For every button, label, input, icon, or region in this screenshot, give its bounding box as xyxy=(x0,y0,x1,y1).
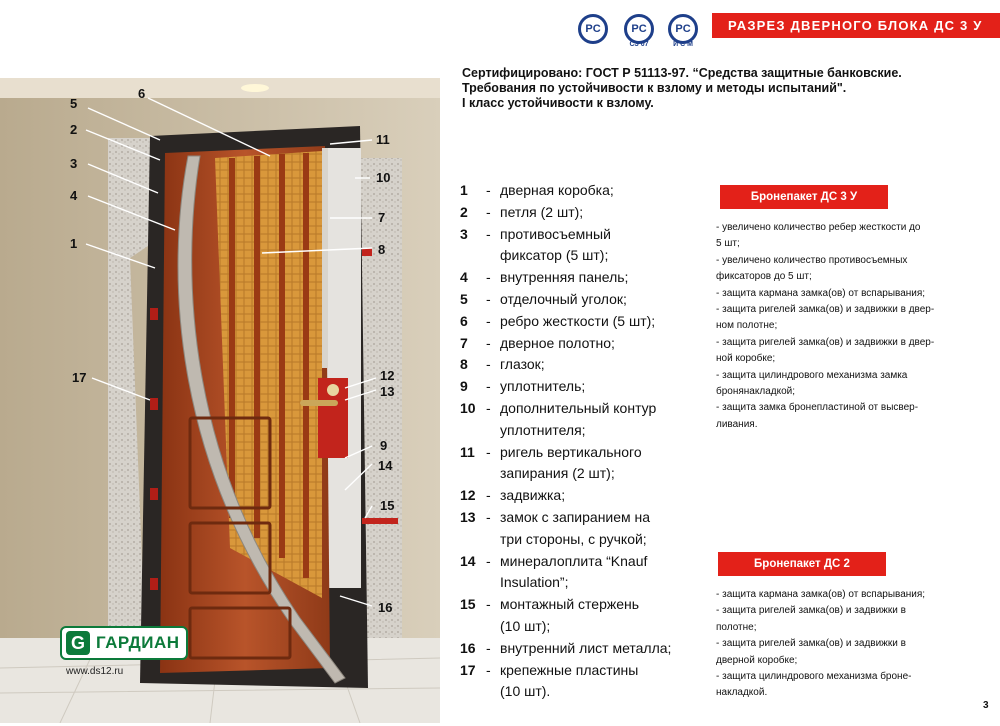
package-item-line: накладкой. xyxy=(716,687,768,699)
legend-item-number: 9 xyxy=(460,378,468,395)
door-cutaway-illustration xyxy=(0,78,440,723)
page-title: РАЗРЕЗ ДВЕРНОГО БЛОКА ДС 3 У xyxy=(712,13,1000,38)
legend-item-number: 13 xyxy=(460,508,476,525)
legend-item-dash: - xyxy=(486,487,491,504)
legend-item-text: отделочный уголок; xyxy=(500,290,627,307)
package-item-line: фиксаторов до 5 шт; xyxy=(716,271,812,283)
legend-item xyxy=(460,638,700,660)
package-item-line: полотне; xyxy=(716,621,757,633)
ceiling-light xyxy=(241,84,269,92)
legend-item-number xyxy=(460,245,486,267)
legend-item-number: 5 xyxy=(460,290,468,307)
legend-item-text: противосъемный xyxy=(500,225,611,242)
legend-item-dash xyxy=(486,420,500,442)
callout-6: 6 xyxy=(138,86,146,101)
ceiling xyxy=(0,78,440,98)
package-2-title: Бронепакет ДС 2 xyxy=(718,552,886,576)
legend-item xyxy=(460,289,700,311)
page-number: 3 xyxy=(983,700,989,711)
lock-cylinder xyxy=(327,384,339,396)
certification-line: I класс устойчивости к взлому. xyxy=(462,96,654,110)
callout-14: 14 xyxy=(378,458,393,473)
legend-item xyxy=(460,485,700,507)
package-1-list xyxy=(716,220,978,433)
legend-item-dash: - xyxy=(486,356,491,373)
legend-item xyxy=(460,572,700,594)
legend-item xyxy=(460,376,700,398)
legend-item-dash xyxy=(486,245,500,267)
legend-item xyxy=(460,507,700,529)
legend-item-number: 7 xyxy=(460,334,468,351)
legend-item-text: минералоплита “Knauf xyxy=(500,552,648,569)
legend-item-number: 4 xyxy=(460,269,468,286)
legend-item-text: внутренний лист металла; xyxy=(500,639,672,656)
cert-mark-glyph: PC xyxy=(675,23,691,35)
legend-item-text: монтажный стержень xyxy=(500,596,640,613)
package-item-line: бронянакладкой; xyxy=(716,386,796,398)
legend-item-text: фиксатор (5 шт); xyxy=(500,247,609,264)
legend-item-dash: - xyxy=(486,290,491,307)
package-item-line: - защита цилиндрового механизма броне- xyxy=(716,671,912,683)
callout-13: 13 xyxy=(380,384,395,399)
legend-item xyxy=(460,267,700,289)
legend-item-number: 11 xyxy=(460,443,475,460)
legend-item-number xyxy=(460,420,486,442)
logo-text: ГАРДИАН xyxy=(96,633,180,652)
legend-item-number: 2 xyxy=(460,203,468,220)
package-item-line: - увеличено количество ребер жесткости до xyxy=(716,222,921,233)
package-item-line: ливания. xyxy=(716,418,758,430)
legend-item-number xyxy=(460,616,486,638)
package-item-line: 5 шт; xyxy=(716,238,740,250)
legend-item-number: 1 xyxy=(460,182,468,198)
legend-item xyxy=(460,354,700,376)
legend-item xyxy=(460,616,700,638)
legend-item-dash: - xyxy=(486,596,491,613)
callout-9: 9 xyxy=(380,438,388,453)
legend-item xyxy=(460,551,700,573)
legend-item xyxy=(460,660,700,682)
package-1-title: Бронепакет ДС 3 У xyxy=(720,185,888,209)
legend-item-dash: - xyxy=(486,334,491,351)
legend-item xyxy=(460,398,700,420)
legend-item-number xyxy=(460,572,486,594)
legend-item-dash: - xyxy=(486,378,491,395)
legend-item-dash xyxy=(486,463,500,485)
package-item-line: - защита замка бронепластиной от высвер- xyxy=(716,402,919,414)
legend-item-text: петля (2 шт); xyxy=(500,203,584,220)
legend-item xyxy=(460,202,700,224)
legend-item-number xyxy=(460,681,486,703)
legend-item-text: замок с запиранием на xyxy=(500,508,651,525)
package-item-line: - защита кармана замка(ов) от вспарывания; xyxy=(716,287,926,299)
legend-item-number: 10 xyxy=(460,399,476,416)
legend-item-text: (10 шт); xyxy=(500,617,551,634)
callout-2: 2 xyxy=(70,122,78,137)
certification-mark-1 xyxy=(578,14,608,44)
legend-item-text: глазок; xyxy=(500,356,545,373)
parts-legend xyxy=(460,180,700,703)
legend-item-dash: - xyxy=(486,661,491,678)
callout-11: 11 xyxy=(376,132,390,147)
cert-mark-caption-2: СЗ 07 xyxy=(629,41,649,48)
legend-item-dash: - xyxy=(486,639,491,656)
package-item-line: дверной коробке; xyxy=(716,654,798,666)
legend-item-number: 6 xyxy=(460,312,468,329)
callout-1: 1 xyxy=(70,236,78,251)
cert-mark-glyph: PC xyxy=(631,23,647,35)
callout-5: 5 xyxy=(70,96,78,111)
legend-item xyxy=(460,245,700,267)
legend-item xyxy=(460,529,700,551)
package-item-line: - защита цилиндрового механизма замка xyxy=(716,369,908,381)
legend-item-number: 16 xyxy=(460,639,476,656)
legend-item-dash: - xyxy=(486,508,491,525)
legend-item-number: 15 xyxy=(460,596,476,613)
legend-item-dash: - xyxy=(486,269,491,286)
legend-item-number: 14 xyxy=(460,552,476,569)
package-item-line: - защита ригелей замка(ов) и задвижки в двер- xyxy=(716,336,935,348)
certification-line: Требования по устойчивости к взлому и методы испытаний". xyxy=(462,81,847,95)
legend-item-number: 17 xyxy=(460,661,476,678)
certification-text xyxy=(462,66,982,111)
legend-item-text: (10 шт). xyxy=(500,683,551,700)
callout-3: 3 xyxy=(70,156,78,171)
legend-item-text: дверное полотно; xyxy=(500,334,615,351)
certification-mark-3 xyxy=(668,14,698,44)
callout-8: 8 xyxy=(378,242,386,257)
legend-item-text: три стороны, с ручкой; xyxy=(500,530,647,547)
legend-item-text: задвижка; xyxy=(500,487,566,504)
door-handle xyxy=(300,400,338,406)
legend-item-text: ребро жесткости (5 шт); xyxy=(500,312,656,329)
legend-item-dash: - xyxy=(486,399,491,416)
package-2-list xyxy=(716,587,978,702)
package-item-line: - увеличено количество противосъемных xyxy=(716,254,908,266)
legend-item-number xyxy=(460,463,486,485)
legend-item xyxy=(460,180,700,202)
legend-item-dash: - xyxy=(486,312,491,329)
legend-item-dash xyxy=(486,529,500,551)
legend-item xyxy=(460,311,700,333)
legend-item-text: ригель вертикального xyxy=(500,443,642,460)
legend-item-number xyxy=(460,529,486,551)
callout-10: 10 xyxy=(376,170,391,185)
package-item-line: - защита ригелей замка(ов) и задвижки в xyxy=(716,638,906,650)
legend-item-dash: - xyxy=(486,203,491,220)
logo-mark-icon: G xyxy=(66,631,90,655)
legend-item-text: уплотнителя; xyxy=(500,421,586,438)
package-item-line: - защита кармана замка(ов) от вспарывания; xyxy=(716,589,926,600)
legend-item-dash: - xyxy=(486,443,491,460)
brand-logo xyxy=(60,626,188,660)
legend-item-dash xyxy=(486,572,500,594)
legend-item-dash xyxy=(486,681,500,703)
legend-item-dash: - xyxy=(486,225,491,242)
legend-item-text: внутренняя панель; xyxy=(500,269,629,286)
legend-item-dash: - xyxy=(486,182,491,198)
legend-item xyxy=(460,681,700,703)
legend-item xyxy=(460,420,700,442)
package-item-line: ной коробке; xyxy=(716,353,776,365)
package-item-line: - защита ригелей замка(ов) и задвижки в двер- xyxy=(716,304,935,316)
legend-item xyxy=(460,333,700,355)
legend-item-text: Insulation”; xyxy=(500,574,569,591)
legend-item-text: уплотнитель; xyxy=(500,378,586,395)
certification-line: Сертифицировано: ГОСТ Р 51113-97. “Средства защитные банковские. xyxy=(462,66,902,80)
callout-16: 16 xyxy=(378,600,393,615)
legend-item xyxy=(460,594,700,616)
package-item-line: ном полотне; xyxy=(716,320,778,332)
legend-item xyxy=(460,463,700,485)
legend-item xyxy=(460,442,700,464)
cert-mark-caption-3: И С М xyxy=(673,41,693,48)
callout-4: 4 xyxy=(70,188,78,203)
certification-mark-2 xyxy=(624,14,654,44)
cert-mark-glyph: PC xyxy=(585,23,601,35)
legend-item-text: дополнительный контур xyxy=(500,399,657,416)
legend-item-dash xyxy=(486,616,500,638)
website-url: www.ds12.ru xyxy=(66,666,124,677)
legend-item-number: 3 xyxy=(460,225,468,242)
legend-item xyxy=(460,224,700,246)
vertical-bolt xyxy=(322,148,328,368)
legend-item-number: 8 xyxy=(460,356,468,373)
package-item-line: - защита ригелей замка(ов) и задвижки в xyxy=(716,605,906,617)
callout-7: 7 xyxy=(378,210,386,225)
legend-item-text: запирания (2 шт); xyxy=(500,465,615,482)
door-opening xyxy=(325,148,361,588)
callout-12: 12 xyxy=(380,368,395,383)
legend-item-number: 12 xyxy=(460,487,476,504)
legend-item-dash: - xyxy=(486,552,491,569)
callout-15: 15 xyxy=(380,498,395,513)
callout-17: 17 xyxy=(72,370,87,385)
legend-item-text: дверная коробка; xyxy=(500,182,614,198)
legend-item-text: крепежные пластины xyxy=(500,661,639,678)
